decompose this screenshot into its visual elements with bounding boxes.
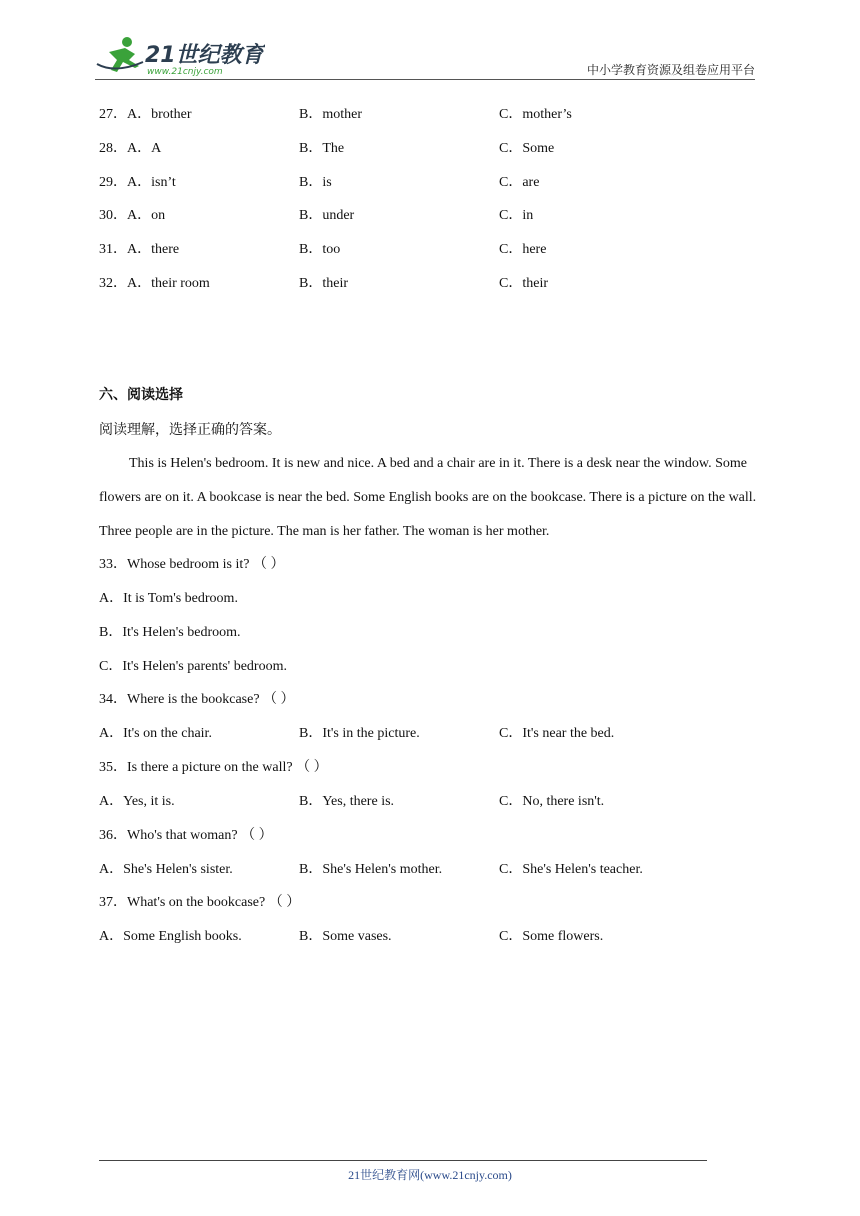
option-b: B．The bbox=[299, 141, 345, 156]
option-a: 29．A．isn’t bbox=[99, 175, 176, 190]
option-b: B．too bbox=[299, 242, 341, 257]
option-b: B．under bbox=[299, 208, 355, 223]
option-a: A．Some English books. bbox=[99, 929, 242, 944]
option-a: 31．A．there bbox=[99, 242, 180, 257]
passage-text: This is Helen's bedroom. It is new and nice. A bed and a chair are in it. There is a desk near the window. Some flowers are on it. A bookcase is near the bed. Some English books are on the bookcase. There is a picture on the wall. Three people are in the picture. The man is her father. The woman is her mother. bbox=[99, 456, 757, 539]
option-b: B．Some vases. bbox=[299, 929, 392, 944]
header-divider bbox=[95, 79, 755, 80]
header-platform-text: 中小学教育资源及组卷应用平台 bbox=[586, 63, 755, 77]
question-stem: 36．Who's that woman? （ ） bbox=[99, 828, 273, 843]
option-c: C．Some bbox=[499, 141, 555, 156]
option-b: B．Yes, there is. bbox=[299, 794, 395, 809]
question-stem: 33．Whose bedroom is it? （ ） bbox=[99, 557, 285, 572]
option-a: A．She's Helen's sister. bbox=[99, 862, 233, 877]
footer-divider bbox=[99, 1160, 707, 1161]
option-c: C．here bbox=[499, 242, 547, 257]
question-stem: 35．Is there a picture on the wall? （ ） bbox=[99, 760, 328, 775]
question-stem: 34．Where is the bookcase? （ ） bbox=[99, 692, 295, 707]
reading-passage bbox=[99, 447, 764, 549]
footer-link[interactable]: 21世纪教育网(www.21cnjy.com) bbox=[348, 1168, 512, 1182]
option-a: A．Yes, it is. bbox=[99, 794, 175, 809]
section-title: 六、阅读选择 bbox=[99, 388, 183, 403]
option-b: B．mother bbox=[299, 107, 362, 122]
option-c: C．their bbox=[499, 276, 548, 291]
option-b: B．It's in the picture. bbox=[299, 726, 420, 741]
option-c: C．mother’s bbox=[499, 107, 572, 122]
option-b: B．their bbox=[299, 276, 348, 291]
section-instruction: 阅读理解，选择正确的答案。 bbox=[99, 423, 281, 438]
option-a: 30．A．on bbox=[99, 208, 166, 223]
option-b: B．is bbox=[299, 175, 332, 190]
option-a: 32．A．their room bbox=[99, 276, 210, 291]
option-c: C．She's Helen's teacher. bbox=[499, 862, 643, 877]
option-a: 27．A．brother bbox=[99, 107, 192, 122]
site-logo bbox=[95, 34, 265, 78]
option-c: C．Some flowers. bbox=[499, 929, 604, 944]
logo-text: 21世纪教育 bbox=[145, 43, 264, 68]
option-a: 28．A．A bbox=[99, 141, 162, 156]
logo-url: www.21cnjy.com bbox=[147, 67, 223, 77]
option-a: A．It's on the chair. bbox=[99, 726, 212, 741]
option-c: C．No, there isn't. bbox=[499, 794, 605, 809]
question-stem: 37．What's on the bookcase? （ ） bbox=[99, 895, 301, 910]
runner-logo-icon bbox=[95, 34, 265, 78]
option-b: B．It's Helen's bedroom. bbox=[99, 625, 241, 640]
option-c: C．It's near the bed. bbox=[499, 726, 615, 741]
option-c: C．in bbox=[499, 208, 534, 223]
option-c: C．are bbox=[499, 175, 540, 190]
option-c: C．It's Helen's parents' bedroom. bbox=[99, 659, 287, 674]
option-b: B．She's Helen's mother. bbox=[299, 862, 443, 877]
option-a: A．It is Tom's bedroom. bbox=[99, 591, 238, 606]
